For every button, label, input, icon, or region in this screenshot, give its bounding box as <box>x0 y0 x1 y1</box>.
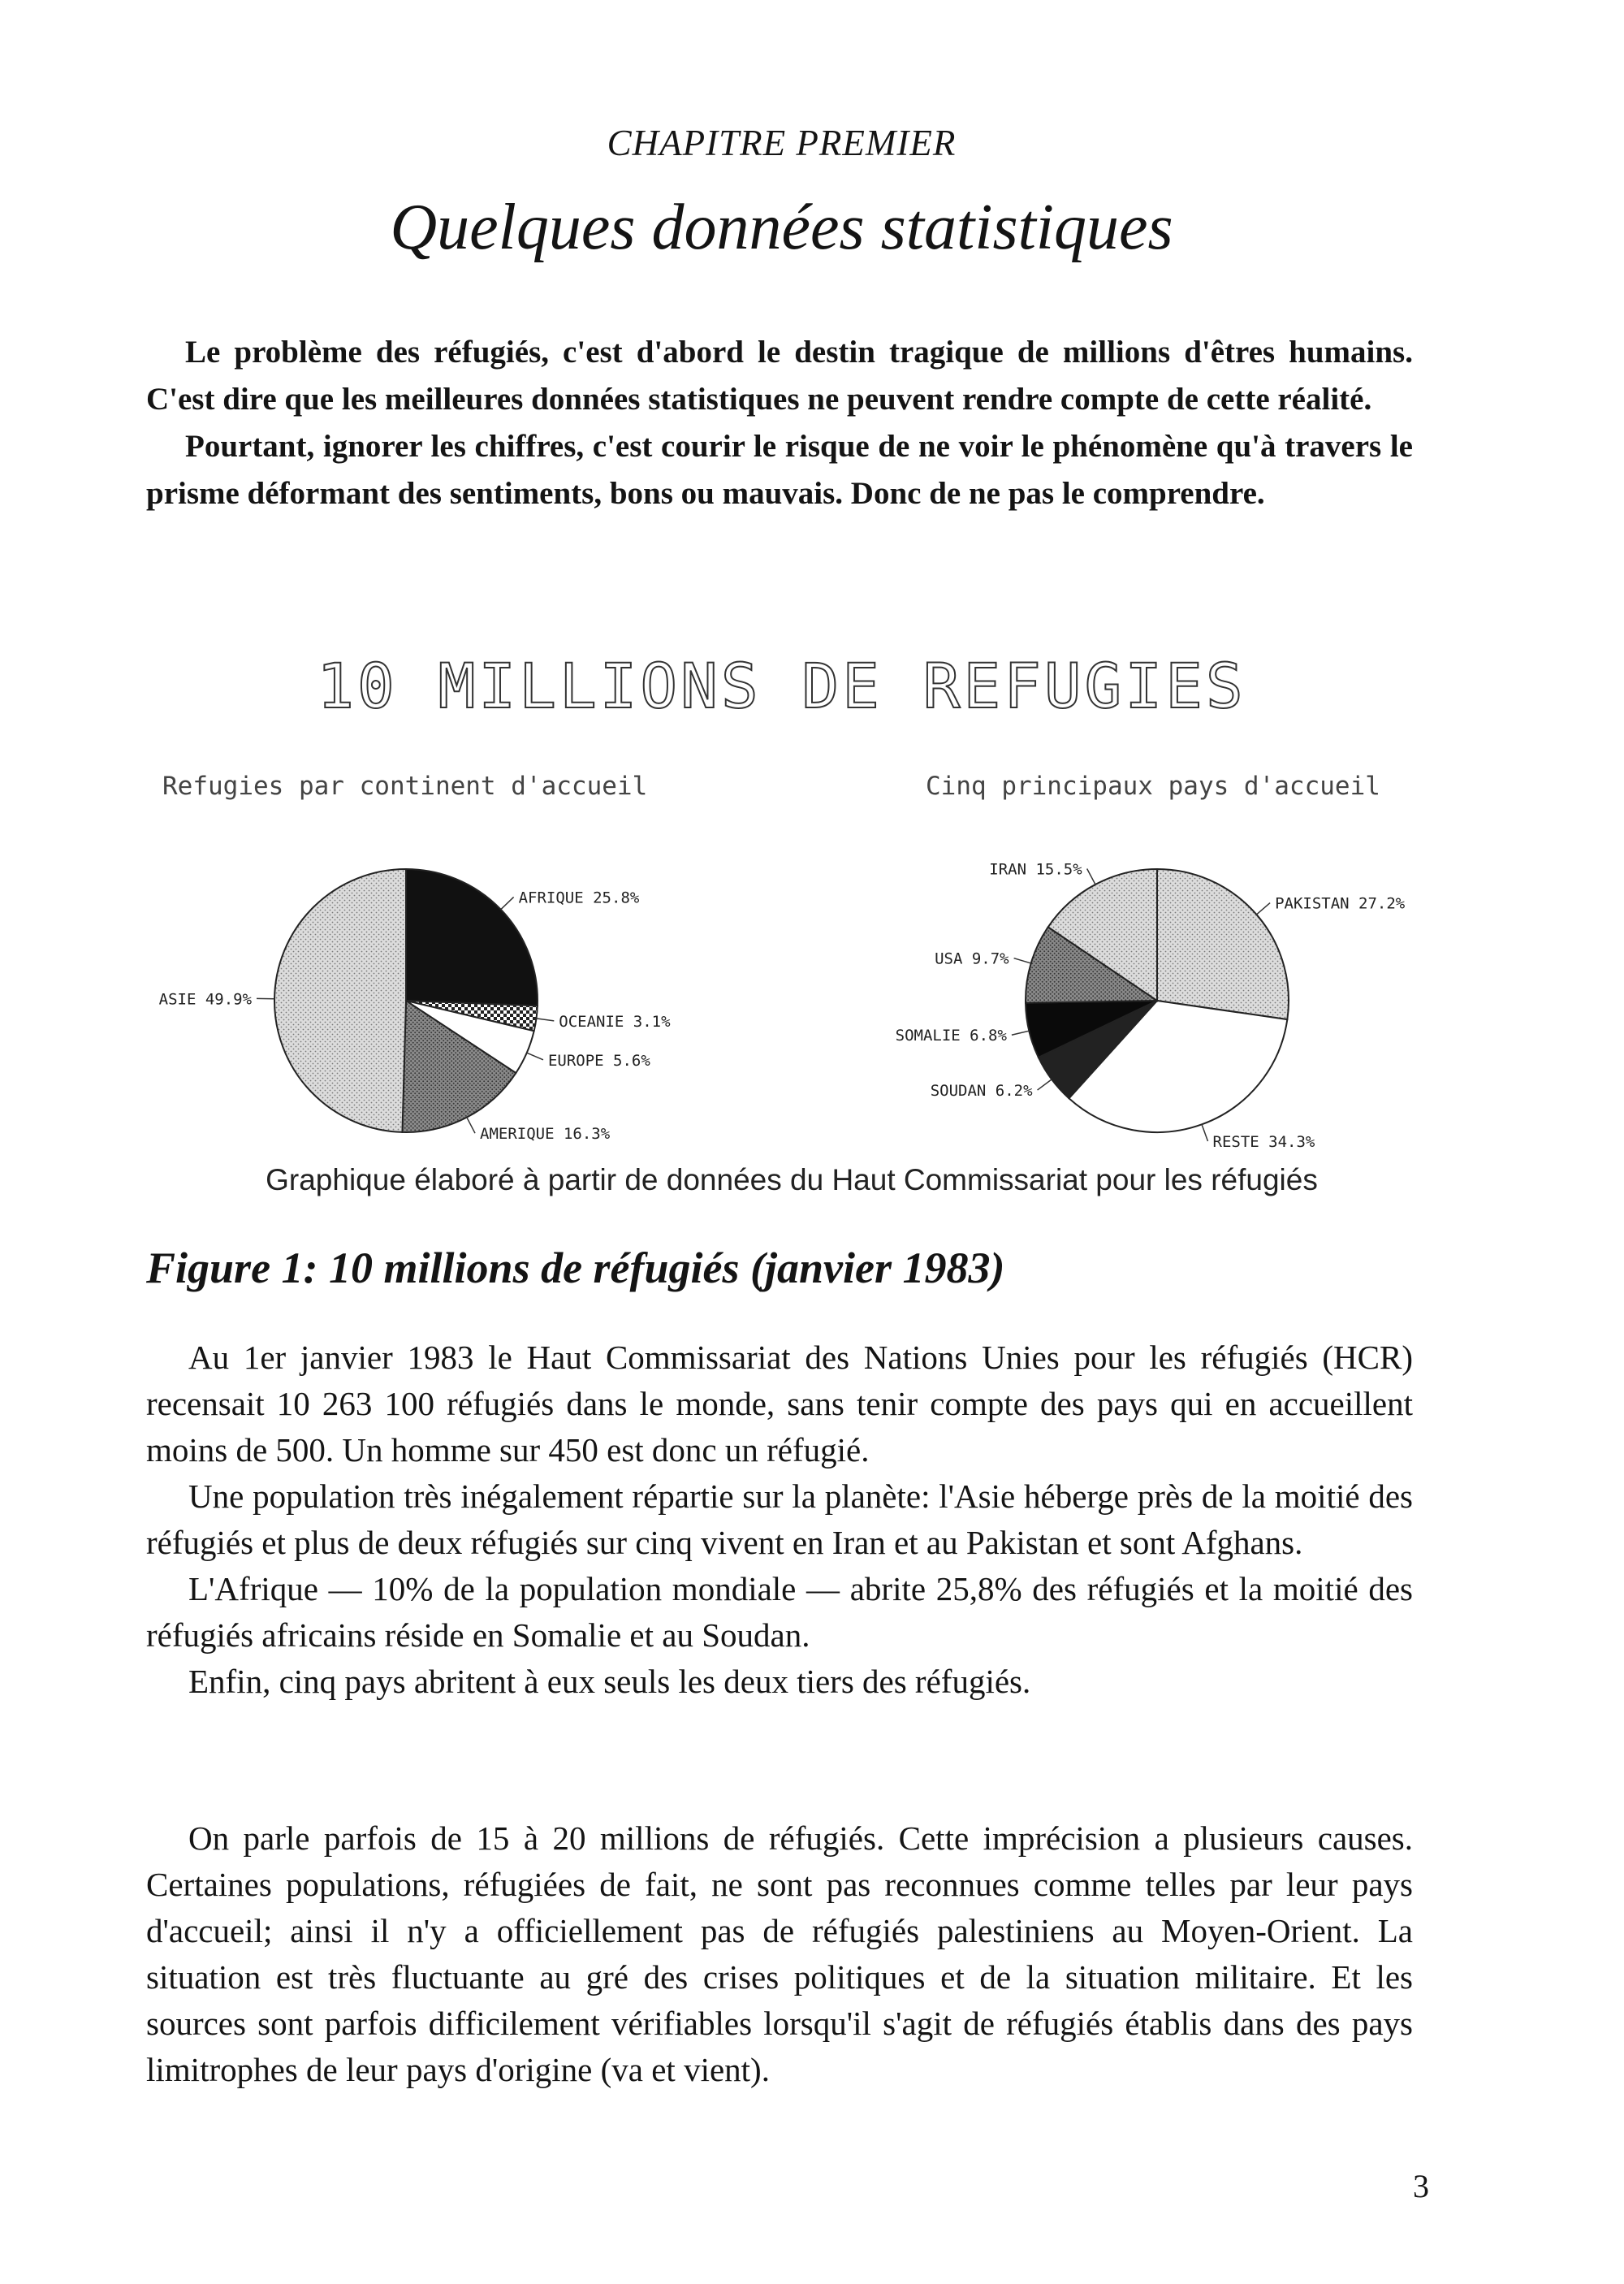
pie-leader-line <box>501 897 514 909</box>
pie-label-europe: EUROPE 5.6% <box>547 1051 650 1070</box>
pie-label-asie: ASIE 49.9% <box>158 990 253 1009</box>
pie-charts <box>0 828 1624 1170</box>
pie-label-amerique: AMERIQUE 16.3% <box>480 1125 611 1144</box>
pie-label-usa: USA 9.7% <box>935 950 1009 968</box>
body-paragraph: Au 1er janvier 1983 le Haut Commissariat des Nations Unies pour les réfugiés (HCR) recensait 10 263 100 réfugiés dans le monde, sans tenir compte des pays qui en accueillent moins de 500. Un homme sur 450 est donc un réfugié. <box>146 1339 1413 1469</box>
intro-paragraph: Le problème des réfugiés, c'est d'abord le destin tragique de millions d'êtres humains. C'est dire que les meilleures données statistiques ne peuvent rendre compte de cette réalité. <box>146 335 1413 417</box>
pie-leader-line <box>527 1053 543 1060</box>
pie-leader-line <box>1087 869 1095 885</box>
pie-slice-pakistan <box>1157 869 1289 1019</box>
body-section-1 <box>146 1334 1413 1705</box>
chapter-title: Quelques données statistiques <box>390 192 1173 263</box>
chart-source: Graphique élaboré à partir de données du Haut Commissariat pour les réfugiés <box>266 1163 1318 1196</box>
intro-paragraph: Pourtant, ignorer les chiffres, c'est courir le risque de ne voir le phénomène qu'à travers le prisme déformant des sentiments, bons ou mauvais. Donc de ne pas le comprendre. <box>146 429 1413 511</box>
body-paragraph: Une population très inégalement répartie sur la planète: l'Asie héberge près de la moitié des réfugiés et plus de deux réfugiés sur cinq vivent en Iran et au Pakistan et sont Afghans. <box>146 1477 1413 1561</box>
pie-slice-asie <box>274 869 406 1132</box>
chart-main-title: 10 MILLIONS DE REFUGIES <box>317 650 1246 722</box>
body-paragraph: Enfin, cinq pays abritent à eux seuls les deux tiers des réfugiés. <box>188 1663 1031 1700</box>
body-paragraph: L'Afrique — 10% de la population mondiale — abrite 25,8% des réfugiés et la moitié des réfugiés africains réside en Somalie et au Soudan. <box>146 1570 1413 1654</box>
pie-label-pakistan: PAKISTAN 27.2% <box>1275 894 1406 913</box>
chart-subtitle-countries: Cinq principaux pays d'accueil <box>926 772 1380 801</box>
pie-leader-line <box>1012 1031 1029 1035</box>
body-paragraph: On parle parfois de 15 à 20 millions de réfugiés. Cette imprécision a plusieurs causes. Certaines populations, réfugiées de fait, ne sont pas reconnues comme telles par leur pays d'accueil; ainsi il n'y a officiellement pas de réfugiés palestiniens au Moyen-Orient. La situation est très fluctuante au gré des crises politiques et de la situation militaire. Et les sources sont parfois difficilement vérifiables lorsqu'il s'agit de réfugiés établis dans des pays limitrophes de leur pays d'origine (va et vient). <box>146 1819 1413 2088</box>
pie-leader-line <box>537 1019 555 1021</box>
pie-leader-line <box>1014 958 1031 963</box>
chart-subtitle-continent: Refugies par continent d'accueil <box>162 772 648 801</box>
body-section-2 <box>146 1815 1413 2093</box>
pie-label-afrique: AFRIQUE 25.8% <box>518 889 640 907</box>
pie-chart-continents <box>159 869 672 1143</box>
intro-text <box>146 329 1413 517</box>
pie-leader-line <box>1202 1124 1207 1141</box>
pie-leader-line <box>1256 903 1270 915</box>
pie-label-reste: RESTE 34.3% <box>1212 1133 1315 1152</box>
chapter-label: CHAPITRE PREMIER <box>607 123 957 163</box>
pie-leader-line <box>467 1118 475 1134</box>
pie-leader-line <box>1038 1079 1052 1090</box>
pie-label-soudan: SOUDAN 6.2% <box>930 1082 1033 1101</box>
page-number: 3 <box>1413 2168 1429 2204</box>
pie-chart-countries <box>896 861 1406 1152</box>
pie-label-somalie: SOMALIE 6.8% <box>895 1027 1007 1045</box>
pie-label-iran: IRAN 15.5% <box>989 860 1082 879</box>
pie-label-oceanie: OCEANIE 3.1% <box>559 1012 671 1031</box>
figure-caption: Figure 1: 10 millions de réfugiés (janvier 1983) <box>146 1244 1005 1292</box>
